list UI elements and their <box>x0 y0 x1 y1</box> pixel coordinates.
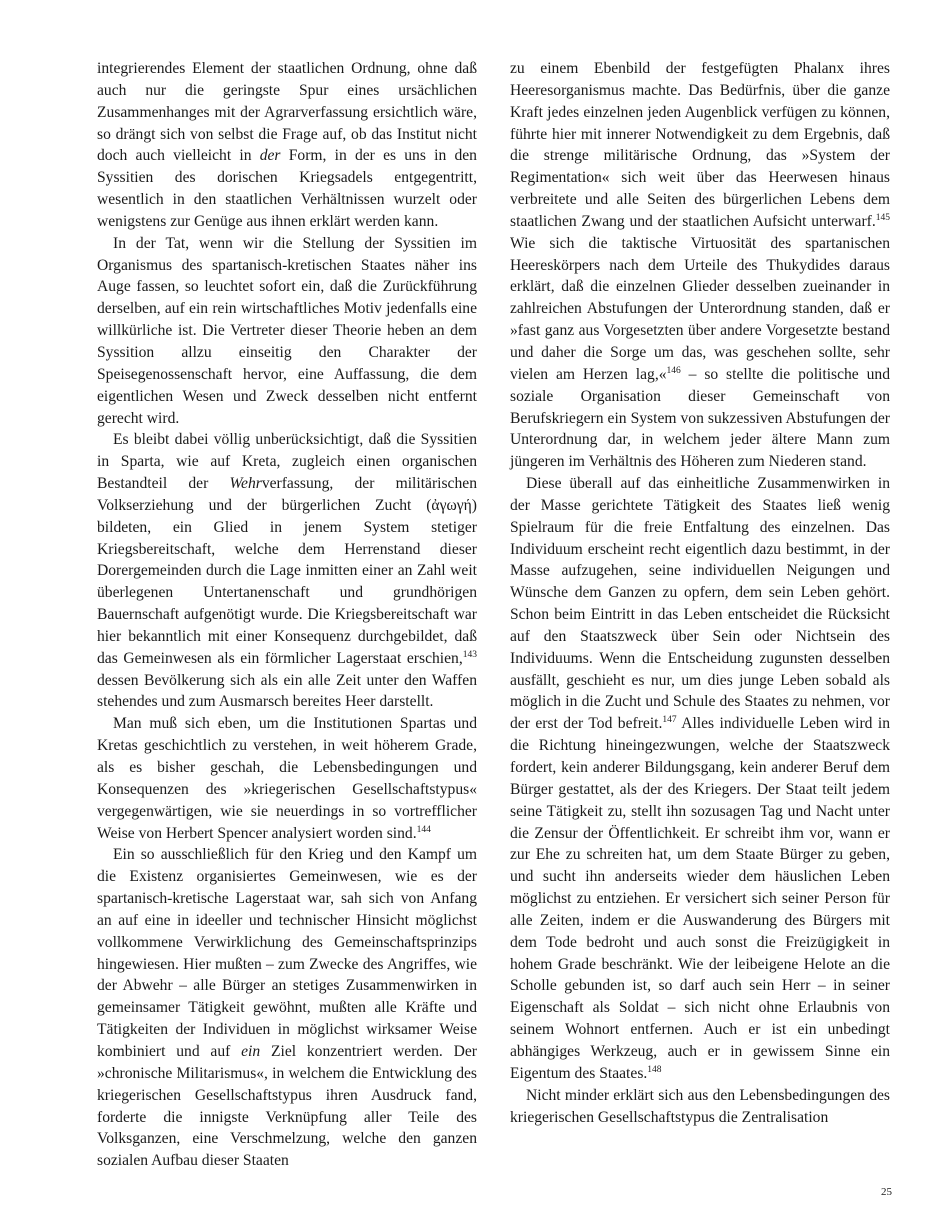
paragraph-text: In der Tat, wenn wir die Stellung der Syssitien im Organismus des spartanisch-kretischen Staates näher ins Auge fassen, so leuchtet sofort ein, daß die Zurückführung derselben, auf ein rein wirtschaftliches Motiv jedenfalls eine willkürliche ist. Die Vertreter dieser Theorie heben an dem Syssition allzu einseitig den Charakter der Speisegenossenschaft hervor, eine Auffassung, die dem eigentlichen Wesen und Zweck desselben nicht entfernt gerecht wird. <box>97 234 477 427</box>
paragraph <box>510 58 890 473</box>
paragraph-text: Ziel konzentriert werden. Der »chronische Militarismus«, in welchem die Entwicklung des kriegerischen Gesellschaftstypus ihren Ausdruck fand, forderte die innigste Verknüpfung aller Teile des Volksganzen, eine Verschmelzung, welche den ganzen sozialen Aufbau dieser Staaten <box>97 1042 477 1170</box>
paragraph <box>97 233 477 430</box>
page-number: 25 <box>881 1186 892 1198</box>
footnote-ref: 145 <box>875 212 890 223</box>
paragraph <box>97 713 477 844</box>
footnote-ref: 148 <box>647 1064 662 1075</box>
paragraph <box>97 844 477 1172</box>
paragraph-text: Nicht minder erklärt sich aus den Lebensbedingungen des kriegerischen Gesellschaftstypus die Zentralisation <box>510 1086 890 1126</box>
paragraph-text: Alles individuelle Leben wird in die Richtung hineingezwungen, welche der Staatszweck fordert, kein anderer Bildungsgang, kein anderer Beruf dem Bürger gestattet, als der des Kriegers. Der Staat teilt jedem seine Tätigkeit zu, stellt ihn sozusagen Tag und Nacht unter die Zensur der Öffentlichkeit. Er schreibt ihm vor, wann er zur Ehe zu schreiten hat, um dem Staate Bürger zu geben, und sucht ihn anderseits wieder dem häuslichen Leben möglichst zu entziehen. Er versichert sich seiner Person für alle Zeiten, indem er die Auswanderung des Bürgers mit dem Tode bedroht und auch sonst die Freizügigkeit in hohem Grade beschränkt. Wie der leibeigene Helote an die Scholle gebunden ist, so darf auch sein Herr – in seiner Eigenschaft als Soldat – sich nicht ohne Erlaubnis von seinem Wohnort entfernen. Auch er ist ein unbedingt abhängiges Werkzeug, auch er in gewissem Sinne ein Eigentum des Staates. <box>510 715 890 1082</box>
paragraph-text: verfassung, der militärischen Volkserziehung und der bürgerlichen Zucht (ἀγωγή) bildeten, ein Glied in jenem System stetiger Kriegsbereitschaft, welche dem Herrenstand dieser Dorergemeinden durch die Lage inmitten einer an Zahl weit überlegenen Untertanenschaft und grundhörigen Bauernschaft aufgenötigt wurde. Die Kriegsbereitschaft war hier bekanntlich mit einer Konsequenz durchgebildet, daß das Gemeinwesen als ein förmlicher Lagerstaat erschien, <box>97 475 477 667</box>
left-column <box>97 58 477 1172</box>
footnote-ref: 146 <box>666 365 681 376</box>
paragraph-text: integrierendes Element der staatlichen Ordnung, ohne daß auch nur die geringste Spur eines ursächlichen Zusammenhanges mit der Agrarverfassung ersichtlich wäre, so drängt sich von selbst die Frage auf, ob das Institut nicht doch auch vielleicht in <box>97 60 477 165</box>
paragraph <box>510 1085 890 1129</box>
emphasis: Wehr <box>229 475 262 493</box>
paragraph-text: Ein so ausschließlich für den Krieg und den Kampf um die Existenz organisiertes Gemeinwesen, wie es der spartanisch-kretische Lagerstaat war, sah sich von Anfang an auf eine in ideeller und technischer Hinsicht möglichst vollkommene Verwirklichung des Gemeinschaftsprinzips hingewiesen. Hier mußten – zum Zwecke des Angriffes, wie der Abwehr – alle Bürger an stetiges Zusammenwirken in gemeinsamer Tätigkeit gewöhnt, mußten alle Kräfte und Tätigkeiten der Individuen in möglichst wirksamer Weise kombiniert und auf <box>97 846 477 1060</box>
paragraph-text: Form, in der es uns in den Syssitien des dorischen Kriegsadels entgegentritt, wesentlich in den staatlichen Verhältnissen wurzelt oder wenigstens zur Genüge aus ihnen erklärt werden kann. <box>97 147 477 230</box>
emphasis: ein <box>241 1042 261 1060</box>
footnote-ref: 144 <box>416 824 431 835</box>
right-column <box>510 58 890 1128</box>
paragraph-text: dessen Bevölkerung sich als ein alle Zeit unter den Waffen stehendes und zum Ausmarsch bereites Heer darstellt. <box>97 671 477 711</box>
emphasis: der <box>259 147 281 165</box>
paragraph-text: zu einem Ebenbild der festgefügten Phalanx ihres Heeresorganismus machte. Das Bedürfnis, über die ganze Kraft jedes einzelnen jeden Augenblick verfügen zu können, führte hier mit innerer Notwendigkeit zu dem Ergebnis, daß die strenge militärische Ordnung, das »System der Regimentation« sich weit über das Heerwesen hinaus verbreitete und alle Seiten des bürgerlichen Lebens dem staatlichen Zwang und der staatlichen Aufsicht unterwarf. <box>510 60 890 230</box>
paragraph-text: Man muß sich eben, um die Institutionen Spartas und Kretas geschichtlich zu verstehen, in weit höherem Grade, als es bisher geschah, die Lebensbedingungen und Konsequenzen des »kriegerischen Gesellschaftstypus« vergegenwärtigen, wie sie neuerdings in so vortrefflicher Weise von Herbert Spencer analysiert worden sind. <box>97 715 477 842</box>
paragraph <box>97 429 477 713</box>
paragraph <box>97 58 477 233</box>
paragraph-text: – so stellte die politische und soziale Organisation dieser Gemeinschaft von Berufskriegern ein System von sukzessiven Abstufungen der Unterordnung dar, in welchem jeder ältere Mann zum jüngeren im Verhältnis des Höheren zum Niederen stand. <box>510 365 890 471</box>
paragraph <box>510 473 890 1085</box>
footnote-ref: 143 <box>462 649 477 660</box>
paragraph-text: Diese überall auf das einheitliche Zusammenwirken in der Masse gerichtete Tätigkeit des Staates ließ wenig Spielraum für die freie Entfaltung des einzelnen. Das Individuum erscheint recht eigentlich dazu bestimmt, in der Masse aufzugehen, seine individuellen Neigungen und Wünsche dem Ganzen zu opfern, dem sein Leben gehört. Schon beim Eintritt in das Leben entscheidet die Rücksicht auf den Staatszweck über Sein oder Nichtsein des Individuums. Wenn die Entscheidung zugunsten desselben ausfällt, geschieht es nur, um dies junge Leben sobald als möglich in die Zucht und Schule des Staates zu nehmen, vor der erst der Tod befreit. <box>510 475 890 733</box>
paragraph-text: Wie sich die taktische Virtuosität des spartanischen Heereskörpers nach dem Urteile des Thukydides daraus erklärt, daß die einzelnen Glieder desselben zueinander in zahlreichen Abstufungen der Unterordnung standen, daß er »fast ganz aus Vorgesetzten über andere Vorgesetzte bestand und daher die Sorge um das, was geschehen sollte, sehr vielen am Herzen lag,« <box>510 234 890 383</box>
paragraph-text: Es bleibt dabei völlig unberücksichtigt, daß die Syssitien in Sparta, wie auf Kreta, zugleich einen organischen Bestandteil der <box>97 431 477 493</box>
footnote-ref: 147 <box>662 715 677 726</box>
